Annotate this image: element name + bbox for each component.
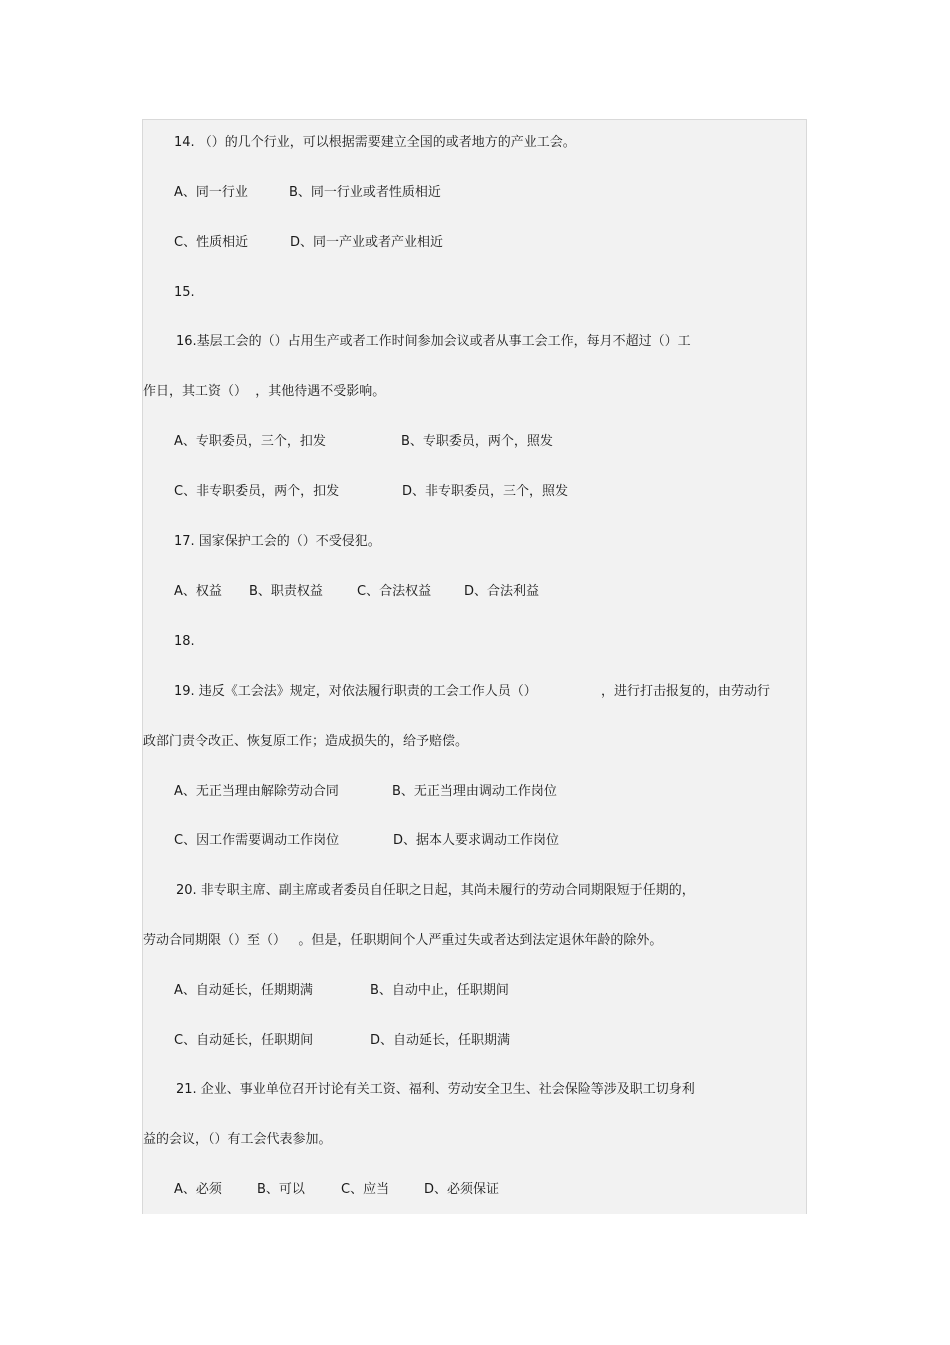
question-17-option-d: D、合法利益 [464, 584, 540, 599]
question-19-option-d: D、据本人要求调动工作岗位 [393, 833, 560, 848]
question-16-option-a: A、专职委员，三个，扣发 [174, 434, 326, 449]
document-page [142, 119, 807, 1214]
question-17-option-a: A、权益 [174, 584, 222, 599]
question-20-option-a: A、自动延长，任期期满 [174, 983, 313, 998]
question-21-option-c: C、应当 [341, 1182, 390, 1197]
question-20-option-d: D、自动延长，任职期满 [370, 1033, 511, 1048]
question-21-option-b: B、可以 [257, 1182, 305, 1197]
question-14-option-b: B、同一行业或者性质相近 [289, 185, 441, 200]
question-16-stem-line-2: 作日，其工资（） ，其他待遇不受影响。 [143, 384, 386, 399]
question-19-option-a: A、无正当理由解除劳动合同 [174, 784, 339, 799]
question-19-option-b: B、无正当理由调动工作岗位 [392, 784, 557, 799]
question-21-stem-line-2: 益的会议，（）有工会代表参加。 [143, 1132, 332, 1147]
question-14-option-a: A、同一行业 [174, 185, 248, 200]
question-21-stem-line-1: 21. 企业、事业单位召开讨论有关工资、福利、劳动安全卫生、社会保险等涉及职工切身利 [176, 1082, 695, 1097]
question-17-option-b: B、职责权益 [249, 584, 323, 599]
question-17-option-c: C、合法权益 [357, 584, 432, 599]
question-19-option-c: C、因工作需要调动工作岗位 [174, 833, 340, 848]
question-16-option-d: D、非专职委员，三个，照发 [402, 484, 569, 499]
question-19-stem-line-1-end: ，进行打击报复的，由劳动行 [601, 684, 771, 699]
question-15-stem: 15. [174, 285, 195, 300]
question-20-stem-line-2: 劳动合同期限（）至（） 。但是，任职期间个人严重过失或者达到法定退休年龄的除外。 [143, 933, 663, 948]
question-14-stem: 14. （）的几个行业，可以根据需要建立全国的或者地方的产业工会。 [174, 135, 576, 150]
question-16-option-c: C、非专职委员，两个，扣发 [174, 484, 340, 499]
question-20-option-c: C、自动延长，任职期间 [174, 1033, 314, 1048]
question-21-option-a: A、必须 [174, 1182, 222, 1197]
question-20-stem-line-1: 20. 非专职主席、副主席或者委员自任职之日起，其尚未履行的劳动合同期限短于任期的， [176, 883, 695, 898]
question-18-stem: 18. [174, 634, 195, 649]
question-19-stem-line-1: 19. 违反《工会法》规定，对依法履行职责的工会工作人员（） [174, 684, 537, 699]
question-19-stem-line-2: 政部门责令改正、恢复原工作；造成损失的，给予赔偿。 [143, 734, 469, 749]
question-16-option-b: B、专职委员，两个，照发 [401, 434, 553, 449]
question-21-option-d: D、必须保证 [424, 1182, 500, 1197]
question-14-option-c: C、性质相近 [174, 235, 249, 250]
question-20-option-b: B、自动中止，任职期间 [370, 983, 509, 998]
question-14-option-d: D、同一产业或者产业相近 [290, 235, 444, 250]
question-17-stem: 17. 国家保护工会的（）不受侵犯。 [174, 534, 381, 549]
question-16-stem-line-1: 16.基层工会的（）占用生产或者工作时间参加会议或者从事工会工作，每月不超过（）工 [176, 334, 691, 349]
